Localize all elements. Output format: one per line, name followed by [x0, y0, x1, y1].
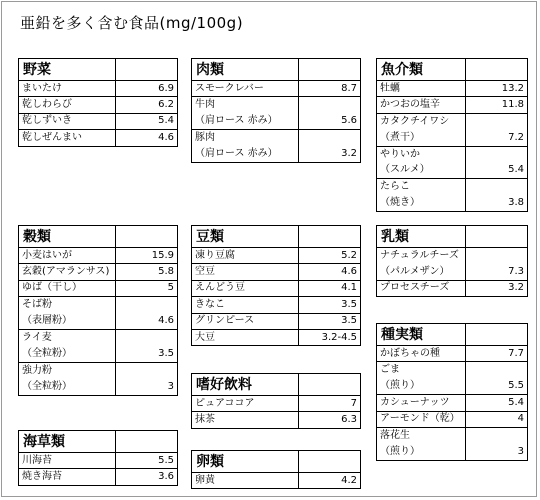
food-row — [377, 346, 528, 362]
zinc-value: 6.9 — [116, 81, 178, 97]
zinc-value: 3.2 — [299, 146, 361, 162]
category-header-blank — [116, 226, 178, 248]
zinc-value: 3.5 — [116, 346, 178, 362]
food-name: やりいか — [377, 146, 466, 162]
food-name: （スルメ） — [377, 162, 466, 178]
food-row — [19, 453, 178, 469]
food-row — [19, 297, 178, 313]
food-name: （全粒粉） — [19, 379, 116, 395]
food-name: そば粉 — [19, 297, 116, 313]
category-name: 豆類 — [192, 226, 299, 248]
food-name: カタクチイワシ — [377, 113, 466, 129]
food-name: （全粒粉） — [19, 346, 116, 362]
zinc-value: 4.2 — [299, 473, 361, 489]
category-name: 野菜 — [19, 59, 116, 81]
food-row — [192, 280, 361, 296]
food-row — [377, 162, 528, 178]
food-row — [19, 130, 178, 146]
food-row — [19, 362, 178, 378]
category-name: 嗜好飲料 — [192, 374, 299, 396]
food-name: （煎り） — [377, 378, 466, 394]
zinc-value: 4.1 — [299, 280, 361, 296]
food-name: （パルメザン） — [377, 264, 466, 280]
food-name: 玄穀(アマランサス) — [19, 264, 116, 280]
category-table — [191, 225, 361, 346]
food-row — [19, 248, 178, 264]
food-name: スモークレバー — [192, 81, 299, 97]
food-row — [19, 97, 178, 113]
food-name: 空豆 — [192, 264, 299, 280]
food-name: 落花生 — [377, 427, 466, 443]
food-row — [19, 280, 178, 296]
category-header-blank — [466, 324, 528, 346]
category-table — [376, 58, 528, 212]
food-name: 抹茶 — [192, 412, 299, 428]
zinc-value-blank — [466, 427, 528, 443]
food-name: 牛肉 — [192, 97, 299, 113]
food-row — [377, 444, 528, 460]
category-name: 穀類 — [19, 226, 116, 248]
category-header-blank — [116, 59, 178, 81]
food-row — [377, 264, 528, 280]
food-row — [192, 146, 361, 162]
food-name: 川海苔 — [19, 453, 116, 469]
food-row — [19, 469, 178, 485]
food-row — [19, 346, 178, 362]
food-row — [192, 97, 361, 113]
zinc-value-blank — [116, 362, 178, 378]
zinc-value: 5.4 — [466, 395, 528, 411]
food-name: 凍り豆腐 — [192, 248, 299, 264]
zinc-value: 4.6 — [299, 264, 361, 280]
food-row — [377, 97, 528, 113]
food-row — [19, 379, 178, 395]
category-header-blank — [466, 59, 528, 81]
zinc-value: 4 — [466, 411, 528, 427]
zinc-value: 11.8 — [466, 97, 528, 113]
food-name: （焼き） — [377, 195, 466, 211]
food-row — [192, 264, 361, 280]
zinc-value: 3 — [116, 379, 178, 395]
food-name: かつおの塩辛 — [377, 97, 466, 113]
zinc-value: 3.5 — [299, 313, 361, 329]
food-row — [192, 412, 361, 428]
zinc-value: 13.2 — [466, 81, 528, 97]
zinc-value: 5 — [116, 280, 178, 296]
food-row — [19, 313, 178, 329]
food-row — [19, 81, 178, 97]
zinc-value: 8.7 — [299, 81, 361, 97]
zinc-value: 7.3 — [466, 264, 528, 280]
category-header-blank — [299, 374, 361, 396]
food-row — [377, 378, 528, 394]
zinc-value: 6.3 — [299, 412, 361, 428]
food-name: （煮干） — [377, 130, 466, 146]
food-name: 卵黄 — [192, 473, 299, 489]
food-name: ナチュラルチーズ — [377, 248, 466, 264]
zinc-value: 7.7 — [466, 346, 528, 362]
category-header-blank — [299, 451, 361, 473]
food-name: （表層粉） — [19, 313, 116, 329]
category-name: 海草類 — [19, 431, 116, 453]
food-name: （肩ロース 赤み） — [192, 146, 299, 162]
zinc-value: 3.2-4.5 — [299, 329, 361, 345]
food-row — [377, 130, 528, 146]
food-row — [192, 329, 361, 345]
zinc-value-blank — [116, 297, 178, 313]
zinc-value-blank — [466, 362, 528, 378]
food-name: 乾しぜんまい — [19, 130, 116, 146]
category-header-blank — [299, 226, 361, 248]
zinc-value: 5.4 — [466, 162, 528, 178]
food-name: ライ麦 — [19, 329, 116, 345]
category-header-blank — [299, 59, 361, 81]
zinc-value: 4.6 — [116, 313, 178, 329]
zinc-value-blank — [299, 97, 361, 113]
zinc-value-blank — [466, 113, 528, 129]
food-name: 乾しずいき — [19, 113, 116, 129]
food-row — [377, 411, 528, 427]
food-name: ピュアココア — [192, 396, 299, 412]
category-table — [18, 225, 178, 396]
zinc-value: 3.2 — [466, 280, 528, 296]
food-name: カシューナッツ — [377, 395, 466, 411]
food-name: プロセスチーズ — [377, 280, 466, 296]
food-name: 乾しわらび — [19, 97, 116, 113]
food-row — [377, 113, 528, 129]
food-name: （煎り） — [377, 444, 466, 460]
category-table — [376, 225, 528, 297]
category-table — [18, 430, 178, 486]
food-name: 強力粉 — [19, 362, 116, 378]
zinc-value-blank — [466, 248, 528, 264]
food-name: まいたけ — [19, 81, 116, 97]
food-row — [377, 179, 528, 195]
food-name: 牡蠣 — [377, 81, 466, 97]
food-row — [377, 427, 528, 443]
food-row — [377, 280, 528, 296]
food-row — [192, 396, 361, 412]
food-name: （肩ロース 赤み） — [192, 113, 299, 129]
zinc-value: 6.2 — [116, 97, 178, 113]
zinc-value: 5.6 — [299, 113, 361, 129]
category-name: 肉類 — [192, 59, 299, 81]
zinc-value: 7.2 — [466, 130, 528, 146]
category-table — [191, 373, 361, 429]
food-name: アーモンド（乾） — [377, 411, 466, 427]
category-header-blank — [116, 431, 178, 453]
food-name: きなこ — [192, 297, 299, 313]
zinc-value: 5.8 — [116, 264, 178, 280]
category-name: 乳類 — [377, 226, 466, 248]
food-row — [19, 113, 178, 129]
food-row — [192, 248, 361, 264]
category-name: 卵類 — [192, 451, 299, 473]
food-row — [19, 329, 178, 345]
zinc-value: 3 — [466, 444, 528, 460]
zinc-value-blank — [116, 329, 178, 345]
food-name: たらこ — [377, 179, 466, 195]
food-row — [192, 113, 361, 129]
zinc-value-blank — [466, 146, 528, 162]
zinc-value: 5.2 — [299, 248, 361, 264]
zinc-value: 15.9 — [116, 248, 178, 264]
food-row — [377, 395, 528, 411]
food-name: ゆば（干し） — [19, 280, 116, 296]
zinc-value: 5.4 — [116, 113, 178, 129]
zinc-value-blank — [466, 179, 528, 195]
category-table — [191, 58, 361, 163]
food-name: 焼き海苔 — [19, 469, 116, 485]
zinc-value: 3.5 — [299, 297, 361, 313]
category-table — [376, 323, 528, 461]
food-row — [19, 264, 178, 280]
category-header-blank — [466, 226, 528, 248]
food-name: 豚肉 — [192, 130, 299, 146]
food-row — [377, 81, 528, 97]
page-title: 亜鉛を多く含む食品(mg/100g) — [20, 14, 244, 32]
zinc-value: 4.6 — [116, 130, 178, 146]
category-name: 魚介類 — [377, 59, 466, 81]
food-row — [192, 297, 361, 313]
category-table — [191, 450, 361, 489]
food-name: 小麦はいが — [19, 248, 116, 264]
zinc-value-blank — [299, 130, 361, 146]
food-name: ごま — [377, 362, 466, 378]
food-row — [192, 81, 361, 97]
food-name: えんどう豆 — [192, 280, 299, 296]
food-name: 大豆 — [192, 329, 299, 345]
zinc-value: 3.8 — [466, 195, 528, 211]
food-name: グリンピース — [192, 313, 299, 329]
food-row — [192, 313, 361, 329]
zinc-value: 5.5 — [466, 378, 528, 394]
food-row — [377, 248, 528, 264]
food-row — [377, 146, 528, 162]
zinc-value: 5.5 — [116, 453, 178, 469]
category-table — [18, 58, 178, 147]
food-row — [377, 195, 528, 211]
food-row — [192, 130, 361, 146]
category-name: 種実類 — [377, 324, 466, 346]
food-name: かぼちゃの種 — [377, 346, 466, 362]
zinc-value: 7 — [299, 396, 361, 412]
food-row — [377, 362, 528, 378]
zinc-value: 3.6 — [116, 469, 178, 485]
food-row — [192, 473, 361, 489]
